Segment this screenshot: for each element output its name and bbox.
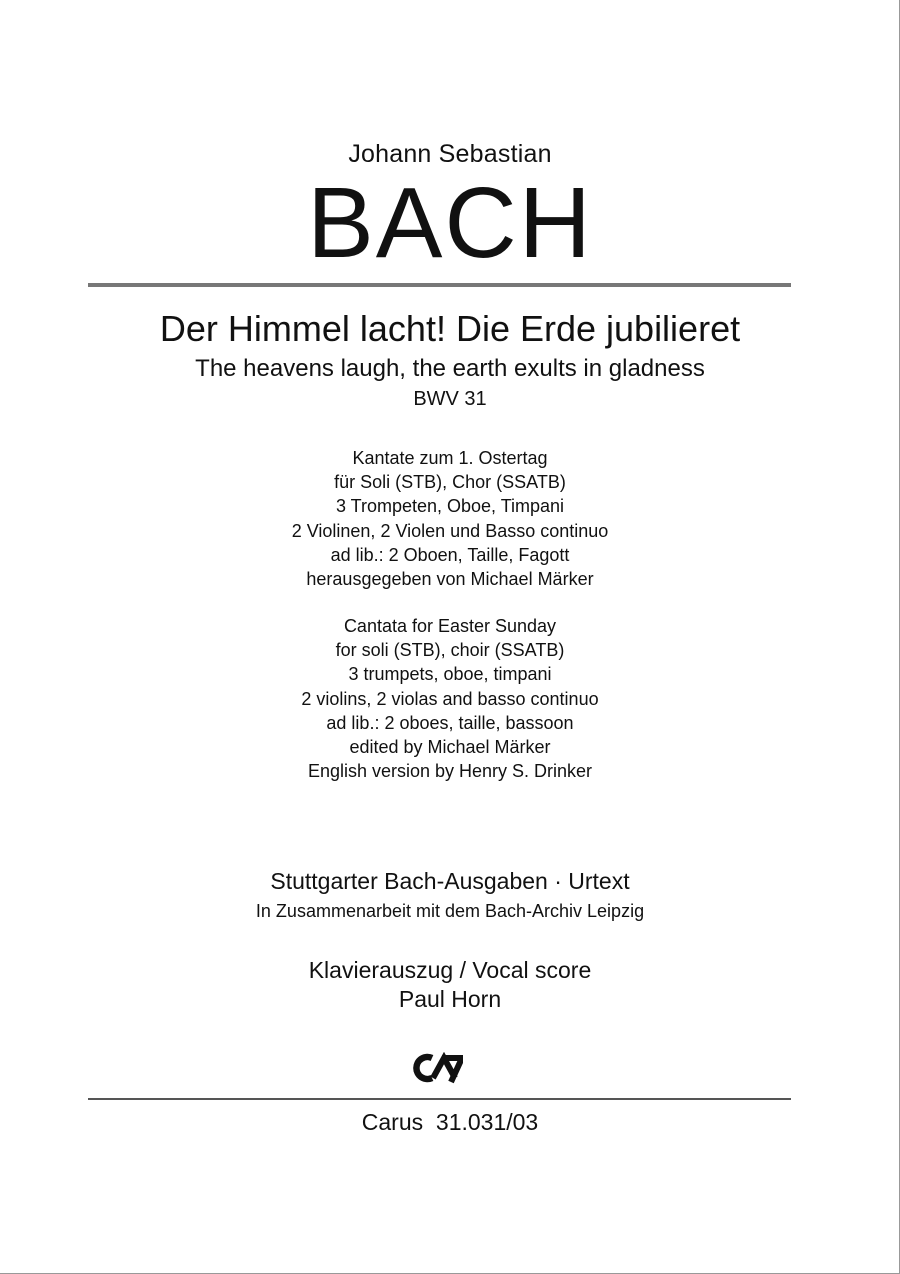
- composer-first-names: Johann Sebastian: [348, 140, 552, 168]
- description-line: edited by Michael Märker: [349, 737, 551, 758]
- carus-logo-icon: [413, 1052, 463, 1084]
- description-line: Kantate zum 1. Ostertag: [352, 448, 548, 468]
- series-name: Stuttgarter Bach-Ausgaben · Urtext: [270, 868, 630, 894]
- description-line: 3 Trompeten, Oboe, Timpani: [335, 496, 565, 517]
- edition-type: Klavierauszug / Vocal score: [308, 957, 592, 983]
- work-title-german: Der Himmel lacht! Die Erde jubilieret: [159, 308, 741, 349]
- description-line: 2 violins, 2 violas and basso continuo: [301, 688, 599, 709]
- description-line: ad lib.: 2 Oboen, Taille, Fagott: [330, 544, 570, 565]
- description-line: Cantata for Easter Sunday: [343, 616, 557, 636]
- description-line: 2 Violinen, 2 Violen und Basso continuo: [291, 520, 609, 541]
- description-english: [0, 614, 900, 783]
- series-collaboration: In Zusammenarbeit mit dem Bach-Archiv Leipzig: [255, 901, 645, 921]
- description-line: ad lib.: 2 oboes, taille, bassoon: [326, 712, 574, 733]
- description-line: herausgegeben von Michael Märker: [306, 569, 594, 590]
- description-line: 3 trumpets, oboe, timpani: [348, 664, 552, 685]
- arranger-name: Paul Horn: [398, 986, 502, 1012]
- description-line: für Soli (STB), Chor (SSATB): [334, 472, 566, 493]
- composer-surname: BACH: [307, 167, 593, 279]
- bottom-divider: [88, 1098, 791, 1100]
- publisher-catalog-number: Carus 31.031/03: [361, 1109, 539, 1135]
- description-line: for soli (STB), choir (SSATB): [335, 640, 565, 661]
- catalog-number: BWV 31: [413, 388, 487, 410]
- top-divider: [88, 283, 791, 287]
- work-title-english: The heavens laugh, the earth exults in gladness: [195, 355, 705, 382]
- description-line: English version by Henry S. Drinker: [307, 761, 593, 782]
- description-german: [0, 446, 900, 591]
